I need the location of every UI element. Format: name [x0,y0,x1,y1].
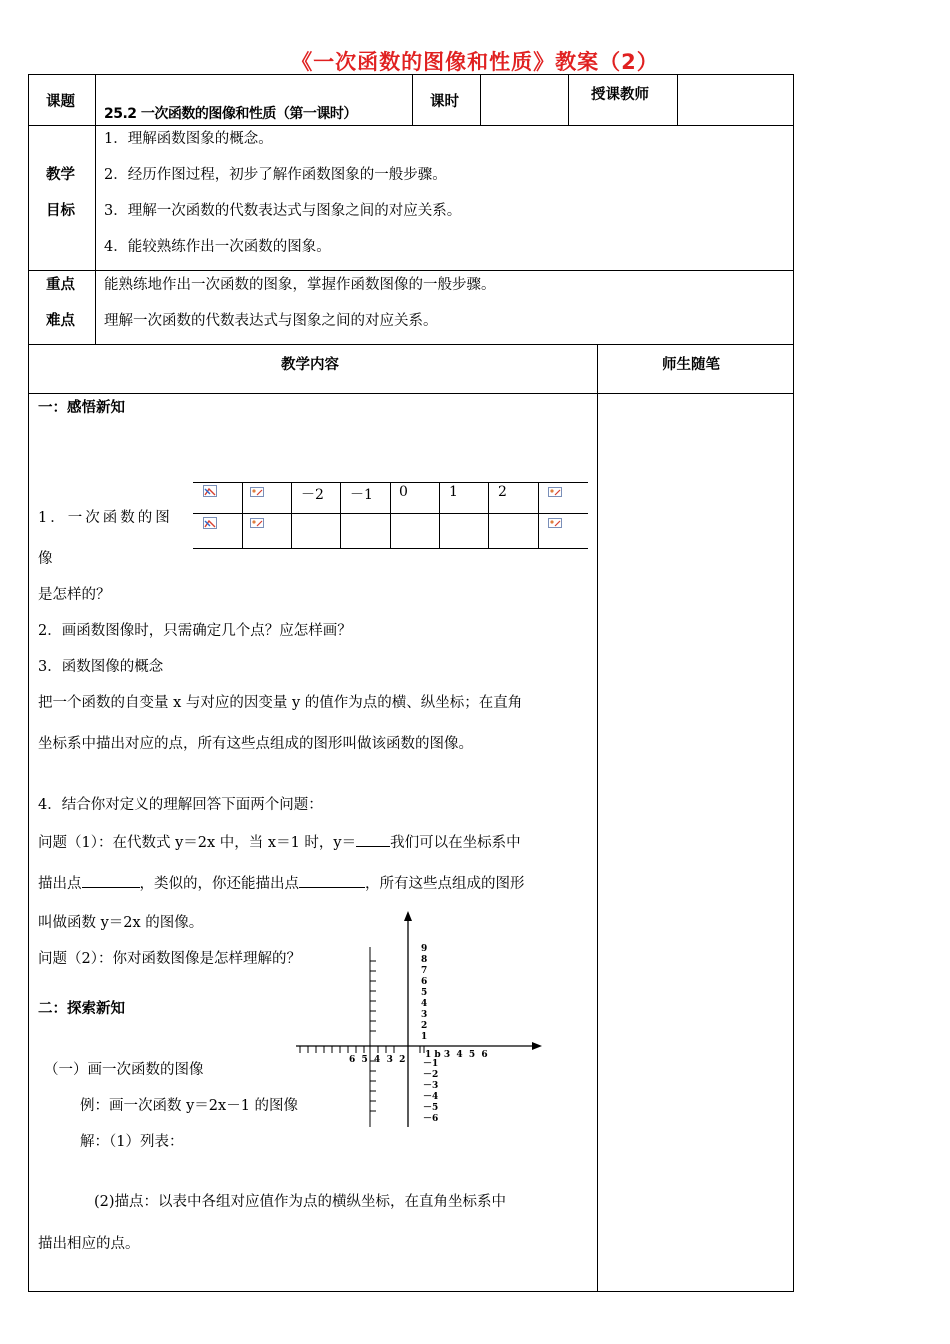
question-3-text: 3．函数图像的概念 [38,659,164,675]
section2-heading: 二：探索新知 [38,1001,125,1017]
broken-image-icon [203,485,217,497]
problem-1-line-1: 问题（1）：在代数式 y＝2x 中，当 x＝1 时，y＝ 我们可以在坐标系中 [38,832,521,852]
key-label-1: 重点 [46,277,75,293]
objective-item: 1．理解函数图象的概念。 [104,131,273,147]
y-axis-tick-label: 9 [421,944,428,954]
y-axis-tick-label: 1 [421,1032,428,1042]
y-axis-tick-label: 4 [421,999,428,1009]
broken-image-icon [548,487,562,499]
teacher-label: 授课教师 [591,87,649,103]
y-axis-tick-label: 8 [421,955,428,965]
y-axis-tick-label: 5 [421,988,428,998]
content-column-header: 教学内容 [281,357,339,373]
answer-blank[interactable] [299,873,365,888]
table-cell: 0 [399,484,408,500]
key-label-2: 难点 [46,313,75,329]
question-1-text-end: 是怎样的？ [38,587,111,603]
x-axis-tick-labels-negative: 6 5 4 3 2 [349,1055,406,1065]
y-axis-tick-label: 2 [421,1021,428,1031]
objectives-label-2: 目标 [46,203,75,219]
broken-image-icon [548,518,562,530]
table-cell: －2 [301,487,324,503]
question-1-text: 1．一次函数的图 [38,510,173,526]
problem-1-line-2: 描出点 ，类似的，你还能描出点 ，所有这些点组成的图形 [38,873,525,893]
notes-column-header: 师生随笔 [662,357,720,373]
coordinate-axes [290,905,550,1137]
example-text: 例：画一次函数 y＝2x－1 的图像 [80,1098,299,1114]
y-axis-tick-label: －2 [423,1070,439,1080]
problem-2-text: 问题（2）：你对函数图像是怎样理解的？ [38,951,301,967]
topic-label: 课题 [46,94,75,110]
question-2-text: 2．画函数图像时，只需确定几个点？应怎样画？ [38,623,352,639]
definition-line-2: 坐标系中描出对应的点，所有这些点组成的图形叫做该函数的图像。 [38,736,473,752]
broken-image-icon [203,517,217,529]
x-axis-tick-labels-positive: 1 b 3 4 5 6 [425,1050,488,1060]
y-axis-tick-label: －6 [423,1114,439,1124]
period-label: 课时 [430,94,459,110]
objective-item: 2．经历作图过程，初步了解作函数图象的一般步骤。 [104,167,447,183]
table-cell: 1 [449,484,458,500]
question-4-text: 4．结合你对定义的理解回答下面两个问题： [38,797,323,813]
objective-item: 3．理解一次函数的代数表达式与图象之间的对应关系。 [104,203,462,219]
answer-blank[interactable] [356,832,390,847]
objectives-label-1: 教学 [46,167,75,183]
section1-heading: 一：感悟新知 [38,400,125,416]
solution-step-1: 解：（1）列表： [80,1134,184,1150]
table-cell: －1 [350,487,373,503]
solution-step-2-line-2: 描出相应的点。 [38,1236,140,1252]
y-axis-tick-label: 6 [421,977,428,987]
y-axis-tick-label: －1 [423,1059,439,1069]
difficult-point-text: 理解一次函数的代数表达式与图象之间的对应关系。 [104,313,438,329]
subsection-heading: （一）画一次函数的图像 [44,1062,204,1078]
problem-1-line-3: 叫做函数 y＝2x 的图像。 [38,915,204,931]
definition-line-1: 把一个函数的自变量 x 与对应的因变量 y 的值作为点的横、纵坐标；在直角 [38,695,523,711]
key-point-text: 能熟练地作出一次函数的图象，掌握作函数图像的一般步骤。 [104,277,496,293]
objective-item: 4．能较熟练作出一次函数的图象。 [104,239,331,255]
y-axis-tick-label: －4 [423,1092,439,1102]
table-cell: 2 [498,484,507,500]
broken-image-icon [250,518,264,530]
answer-blank[interactable] [82,873,140,888]
y-axis-tick-label: 7 [421,966,428,976]
y-axis-tick-label: －5 [423,1103,439,1113]
question-1-text-cont: 像 [38,551,53,567]
y-axis-tick-label: 3 [421,1010,428,1020]
document-title: 《一次函数的图像和性质》教案（2） [291,50,659,74]
topic-value: 25.2 一次函数的图像和性质（第一课时） [104,106,357,122]
broken-image-icon [250,487,264,499]
solution-step-2-line-1: (2)描点：以表中各组对应值作为点的横纵坐标，在直角坐标系中 [94,1194,507,1210]
y-axis-tick-label: －3 [423,1081,439,1091]
